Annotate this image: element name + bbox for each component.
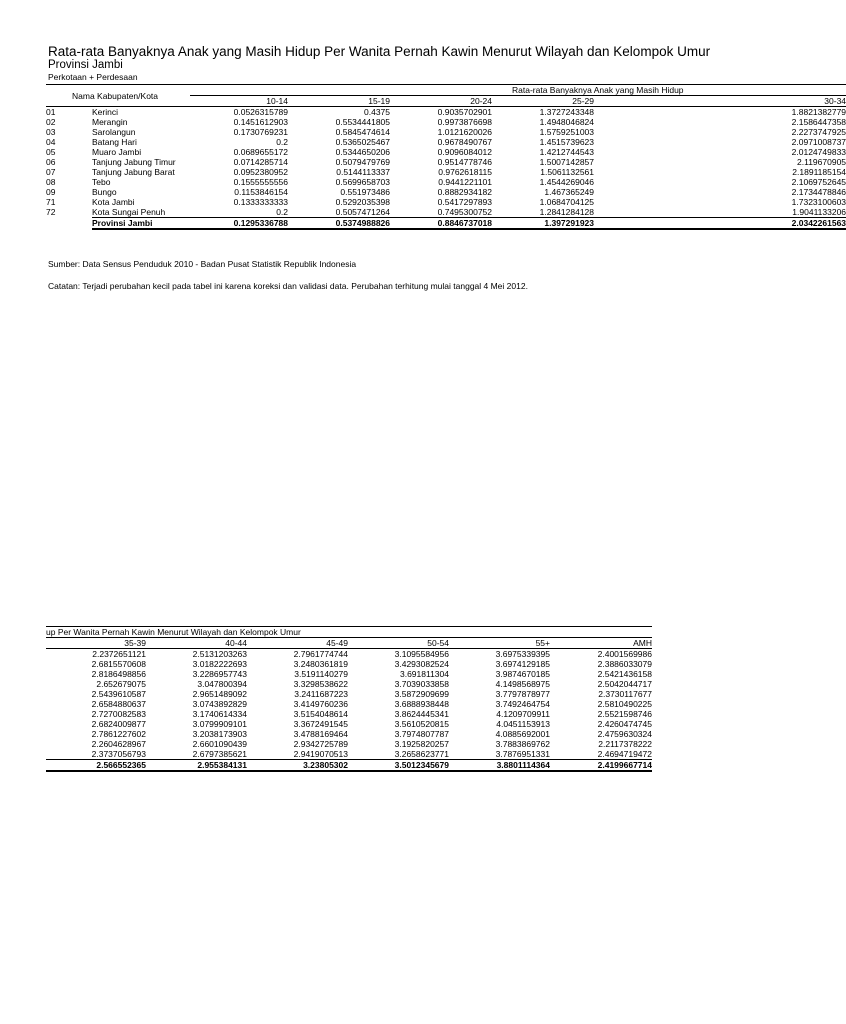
value-cell: 2.7861227602: [91, 729, 146, 739]
region-code: 72: [46, 207, 56, 218]
total-row: [46, 760, 652, 772]
total-value-cell: 3.5012345679: [348, 760, 449, 772]
region-code: 04: [46, 137, 56, 147]
value-cell: 0.1153846154: [234, 187, 289, 197]
top-table-section: [46, 84, 846, 249]
value-cell: 2.8186498856: [91, 669, 146, 679]
table-row: [46, 649, 652, 660]
region-name: Tebo: [92, 177, 111, 187]
value-cell: 2.9651489092: [192, 689, 247, 699]
value-cell: 1.0684704125: [539, 197, 595, 207]
header-spacer: [190, 85, 288, 96]
table-row: [46, 107, 846, 118]
column-header: 15-19: [288, 96, 390, 107]
value-cell: 2.1891185154: [792, 167, 846, 177]
region-code: 09: [46, 187, 56, 197]
value-cell: 0.5292035398: [335, 197, 391, 207]
column-header: 35-39: [46, 638, 146, 649]
column-header: 20-24: [390, 96, 492, 107]
value-cell: 2.3737056793: [91, 749, 146, 759]
value-cell: 3.2480361819: [293, 659, 348, 669]
value-cell: 3.5191140279: [294, 669, 348, 679]
region-code: 06: [46, 157, 56, 167]
value-cell: 2.6601090439: [192, 739, 247, 749]
value-cell: 2.6824009877: [91, 719, 146, 729]
table-row: [46, 719, 652, 729]
value-cell: 3.5154048614: [293, 709, 348, 719]
total-name: Provinsi Jambi: [92, 218, 190, 230]
value-cell: 2.4001569986: [597, 649, 652, 659]
value-cell: 1.4212744543: [539, 147, 595, 157]
total-value-cell: 1.397291923: [492, 218, 594, 230]
value-cell: 3.047800394: [197, 679, 247, 689]
value-cell: 2.3886033079: [597, 659, 652, 669]
value-cell: 0.5057471264: [335, 207, 391, 217]
value-cell: 3.7876951331: [495, 749, 550, 759]
value-cell: 2.5521598746: [597, 709, 652, 719]
table-row: [46, 749, 652, 760]
total-value-cell: 2.0342261563: [594, 218, 846, 230]
region-code: 03: [46, 127, 56, 137]
value-cell: 0.5144113337: [336, 167, 391, 177]
value-cell: 3.1740614334: [192, 709, 247, 719]
value-cell: 1.7323100603: [791, 197, 846, 207]
value-cell: 0.9973876698: [437, 117, 493, 127]
group-header: Rata-rata Banyaknya Anak yang Masih Hidup: [288, 85, 846, 96]
value-cell: 3.6974129185: [495, 659, 550, 669]
value-cell: 1.4948046824: [539, 117, 595, 127]
value-cell: 0.9762618115: [438, 167, 493, 177]
value-cell: 0.9096084012: [437, 147, 493, 157]
value-cell: 1.4515739623: [539, 137, 595, 147]
value-cell: 2.2273747925: [791, 127, 846, 137]
column-header: 10-14: [190, 96, 288, 107]
value-cell: 3.7797878977: [495, 689, 550, 699]
table-row: [46, 679, 652, 689]
column-header: 30-34: [594, 96, 846, 107]
value-cell: 3.4788169464: [293, 729, 348, 739]
value-cell: 1.4544269046: [539, 177, 595, 187]
table-row: [46, 177, 846, 187]
table-row: [46, 699, 652, 709]
value-cell: 1.5007142857: [539, 157, 595, 167]
value-cell: 2.4694719472: [597, 749, 652, 759]
value-cell: 2.4260474745: [597, 719, 652, 729]
value-cell: 3.5610520815: [394, 719, 449, 729]
column-header: 55+: [449, 638, 550, 649]
value-cell: 2.6584880637: [91, 699, 146, 709]
column-header: 25-29: [492, 96, 594, 107]
bottom-header-row: [46, 627, 652, 638]
value-cell: 0.1555555556: [233, 177, 289, 187]
table-row: [46, 197, 846, 207]
value-cell: 0.5344650206: [335, 147, 391, 157]
value-cell: 2.2604628967: [91, 739, 146, 749]
value-cell: 3.0182222693: [192, 659, 247, 669]
value-cell: 0.5365025467: [335, 137, 391, 147]
value-cell: 2.119670905: [797, 157, 846, 167]
value-cell: 0.9678490767: [437, 137, 493, 147]
table-row: [46, 127, 846, 137]
region-name: Merangin: [92, 117, 128, 127]
value-cell: 2.5439610587: [91, 689, 146, 699]
value-cell: 3.2658623771: [394, 749, 449, 759]
value-cell: 3.7039033858: [394, 679, 449, 689]
column-header: 50-54: [348, 638, 449, 649]
value-cell: 3.7883869762: [495, 739, 550, 749]
value-cell: 2.5131203263: [192, 649, 247, 659]
region-name: Kerinci: [92, 107, 118, 117]
value-cell: 0.5699658703: [335, 177, 391, 187]
value-cell: 3.4149760236: [293, 699, 348, 709]
table-row: [46, 669, 652, 679]
value-cell: 2.7270082583: [91, 709, 146, 719]
column-header: AMH: [550, 638, 652, 649]
bottom-table-section: [46, 626, 654, 792]
total-value-cell: 2.566552365: [46, 760, 146, 772]
table-row: [46, 187, 846, 197]
value-cell: 1.9041133206: [792, 207, 846, 217]
region-name: Kota Sungai Penuh: [92, 207, 166, 217]
region-name: Tanjung Jabung Barat: [92, 167, 175, 177]
value-cell: 3.2286957743: [192, 669, 247, 679]
value-cell: 2.0124749833: [791, 147, 846, 157]
table-row: [46, 739, 652, 749]
value-cell: 4.0451153913: [496, 719, 550, 729]
value-cell: 2.0971008737: [791, 137, 846, 147]
value-cell: 0.0952380952: [233, 167, 289, 177]
value-cell: 2.2117378222: [598, 739, 652, 749]
value-cell: 2.9342725789: [293, 739, 348, 749]
region-code: 71: [46, 197, 56, 207]
group-header-continued: up Per Wanita Pernah Kawin Menurut Wilayah dan Kelompok Umur: [46, 627, 652, 638]
value-cell: 0.7495300752: [437, 207, 493, 217]
total-value-cell: 3.23805302: [247, 760, 348, 772]
value-cell: 1.467365249: [544, 187, 595, 197]
bottom-data-table: [46, 626, 652, 772]
value-cell: 0.5079479769: [335, 157, 391, 167]
value-cell: 1.5759251003: [539, 127, 595, 137]
value-cell: 0.5845474614: [335, 127, 391, 137]
source-note: Sumber: Data Sensus Penduduk 2010 - Badan Pusat Statistik Republik Indonesia: [48, 259, 357, 269]
table-row: [46, 729, 652, 739]
value-cell: 2.5421436158: [597, 669, 652, 679]
value-cell: 0.5534441805: [335, 117, 391, 127]
value-cell: 2.1734478846: [791, 187, 846, 197]
name-column-header: Nama Kabupaten/Kota: [46, 85, 190, 107]
value-cell: 0.2: [276, 137, 289, 147]
value-cell: 3.4293082524: [394, 659, 449, 669]
region-code: 05: [46, 147, 56, 157]
value-cell: 3.5872909699: [394, 689, 449, 699]
value-cell: 3.6975339395: [495, 649, 550, 659]
value-cell: 0.5417297893: [437, 197, 493, 207]
value-cell: 3.7974807787: [394, 729, 449, 739]
top-data-table: [46, 84, 846, 230]
value-cell: 0.0714285714: [233, 157, 289, 167]
value-cell: 0.4375: [364, 107, 391, 117]
value-cell: 2.5810490225: [597, 699, 652, 709]
region-code: 07: [46, 167, 56, 177]
total-code-spacer: [46, 218, 92, 230]
total-value-cell: 0.1295336788: [190, 218, 288, 230]
region-code: 08: [46, 177, 56, 187]
value-cell: 3.8624445341: [394, 709, 449, 719]
total-row: [46, 218, 846, 230]
value-cell: 4.1209709911: [496, 709, 550, 719]
value-cell: 1.5061132561: [540, 167, 595, 177]
value-cell: 2.4759630324: [597, 729, 652, 739]
region-name: Bungo: [92, 187, 117, 197]
table-row: [46, 689, 652, 699]
page-title: Rata-rata Banyaknya Anak yang Masih Hidup Per Wanita Pernah Kawin Menurut Wilayah dan Kelompok Umur: [48, 44, 711, 59]
total-value-cell: 2.955384131: [146, 760, 247, 772]
region-name: Muaro Jambi: [92, 147, 142, 157]
value-cell: 0.2: [276, 207, 289, 217]
value-cell: 3.2038173903: [192, 729, 247, 739]
table-row: [46, 167, 846, 177]
region-name: Sarolangun: [92, 127, 136, 137]
correction-note: Catatan: Terjadi perubahan kecil pada tabel ini karena koreksi dan validasi data. Perubahan terhitung mulai tanggal 4 Mei 2012.: [48, 281, 528, 291]
value-cell: 1.0121620026: [437, 127, 493, 137]
column-header: 40-44: [146, 638, 247, 649]
column-header: 45-49: [247, 638, 348, 649]
value-cell: 0.9514778746: [437, 157, 493, 167]
value-cell: 4.1498568975: [495, 679, 550, 689]
value-cell: 0.551973486: [340, 187, 391, 197]
value-cell: 3.1095584956: [394, 649, 449, 659]
value-cell: 0.1451612903: [233, 117, 289, 127]
value-cell: 3.3672491545: [293, 719, 348, 729]
table-row: [46, 117, 846, 127]
region-name: Kota Jambi: [92, 197, 135, 207]
value-cell: 1.8821382779: [791, 107, 846, 117]
value-cell: 2.652679075: [96, 679, 146, 689]
value-cell: 4.0885692001: [495, 729, 550, 739]
province-subtitle: Provinsi Jambi: [48, 59, 123, 71]
value-cell: 2.1586447358: [791, 117, 846, 127]
value-cell: 2.1069752645: [791, 177, 846, 187]
table-row: [46, 147, 846, 157]
value-cell: 3.2411687223: [294, 689, 348, 699]
table-row: [46, 207, 846, 218]
table-row: [46, 137, 846, 147]
value-cell: 2.9419070513: [293, 749, 348, 759]
value-cell: 3.0799909101: [192, 719, 247, 729]
table-row: [46, 709, 652, 719]
value-cell: 0.1730769231: [233, 127, 289, 137]
value-cell: 3.691811304: [399, 669, 449, 679]
value-cell: 2.5042044717: [597, 679, 652, 689]
total-value-cell: 0.5374988826: [288, 218, 390, 230]
value-cell: 0.9441221101: [438, 177, 493, 187]
value-cell: 3.0743892829: [192, 699, 247, 709]
value-cell: 2.7961774744: [293, 649, 348, 659]
value-cell: 3.7492464754: [495, 699, 550, 709]
total-value-cell: 0.8846737018: [390, 218, 492, 230]
value-cell: 3.3298538622: [293, 679, 348, 689]
region-code: 02: [46, 117, 56, 127]
region-name: Tanjung Jabung Timur: [92, 157, 176, 167]
value-cell: 3.6888938448: [394, 699, 449, 709]
table-row: [46, 659, 652, 669]
value-cell: 1.2841284128: [539, 207, 595, 217]
area-label: Perkotaan + Perdesaan: [48, 72, 138, 82]
table-row: [46, 157, 846, 167]
value-cell: 1.3727243348: [539, 107, 595, 117]
value-cell: 2.3730117677: [598, 689, 652, 699]
value-cell: 0.0526315789: [233, 107, 289, 117]
value-cell: 2.6815570608: [91, 659, 146, 669]
top-header-row: [46, 85, 846, 96]
region-code: 01: [46, 107, 56, 117]
region-name: Batang Hari: [92, 137, 137, 147]
value-cell: 0.0689655172: [233, 147, 289, 157]
value-cell: 2.6797385621: [192, 749, 247, 759]
value-cell: 0.1333333333: [233, 197, 289, 207]
value-cell: 2.2372651121: [92, 649, 146, 659]
value-cell: 3.9874670185: [495, 669, 550, 679]
total-value-cell: 2.4199667714: [550, 760, 652, 772]
bottom-column-header-row: [46, 638, 652, 649]
total-value-cell: 3.8801114364: [449, 760, 550, 772]
value-cell: 0.9035702901: [437, 107, 493, 117]
value-cell: 3.1925820257: [394, 739, 449, 749]
value-cell: 0.8882934182: [437, 187, 493, 197]
